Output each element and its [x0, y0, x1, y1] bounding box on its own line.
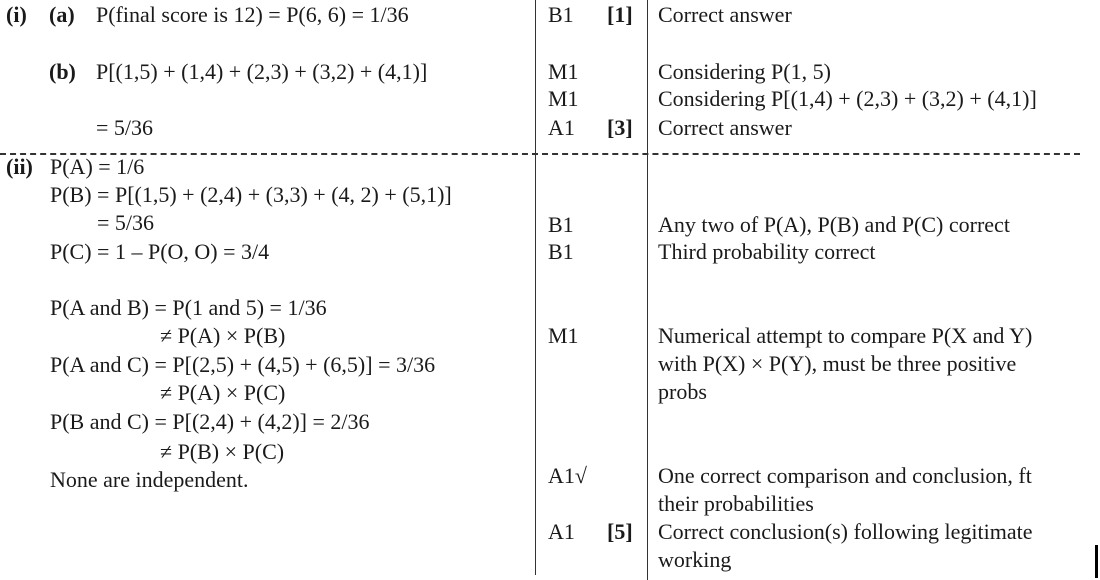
column-divider-marks — [535, 0, 536, 575]
comment: probs — [658, 379, 707, 404]
answer-line: P(A and C) = P[(2,5) + (4,5) + (6,5)] = 3/36 — [50, 352, 436, 377]
section-divider — [0, 153, 1080, 155]
comment: Considering P(1, 5) — [658, 59, 831, 84]
answer-line: ≠ P(A) × P(B) — [160, 323, 286, 348]
answer-line: P(final score is 12) = P(6, 6) = 1/36 — [96, 2, 409, 27]
comment: Correct conclusion(s) following legitimate — [658, 519, 1033, 544]
mark: B1 — [548, 2, 574, 27]
part-ii-label: (ii) — [6, 154, 33, 179]
mark: A1√ — [548, 463, 587, 488]
mark-total: [1] — [607, 2, 633, 27]
mark: A1 — [548, 519, 575, 544]
answer-line: P(B and C) = P[(2,4) + (4,2)] = 2/36 — [50, 409, 370, 434]
answer-line: ≠ P(A) × P(C) — [160, 380, 286, 405]
mark-total: [3] — [607, 115, 633, 140]
mark: M1 — [548, 323, 579, 348]
comment: One correct comparison and conclusion, ft — [658, 463, 1032, 488]
answer-line: P(A) = 1/6 — [50, 154, 145, 179]
mark: B1 — [548, 239, 574, 264]
comment: with P(X) × P(Y), must be three positive — [658, 351, 1017, 376]
answer-line: = 5/36 — [97, 210, 155, 235]
answer-line: None are independent. — [50, 467, 249, 492]
part-b-label: (b) — [49, 59, 76, 84]
answer-line: P(B) = P[(1,5) + (2,4) + (3,3) + (4, 2) + (5,1)] — [50, 182, 452, 207]
comment: Third probability correct — [658, 239, 876, 264]
part-a-label: (a) — [49, 2, 75, 27]
column-divider-comments — [647, 0, 648, 580]
comment: Numerical attempt to compare P(X and Y) — [658, 323, 1033, 348]
comment: their probabilities — [658, 491, 814, 516]
comment: working — [658, 547, 732, 572]
part-i-label: (i) — [6, 2, 27, 27]
answer-line: = 5/36 — [96, 115, 154, 140]
comment: Correct answer — [658, 2, 792, 27]
answer-line: P[(1,5) + (1,4) + (2,3) + (3,2) + (4,1)] — [96, 59, 428, 84]
comment: Correct answer — [658, 115, 792, 140]
comment: Any two of P(A), P(B) and P(C) correct — [658, 212, 1010, 237]
mark: M1 — [548, 86, 579, 111]
text-cursor — [1095, 545, 1098, 578]
answer-line: ≠ P(B) × P(C) — [160, 439, 285, 464]
answer-line: P(A and B) = P(1 and 5) = 1/36 — [50, 295, 327, 320]
mark-total: [5] — [607, 519, 633, 544]
mark: B1 — [548, 212, 574, 237]
answer-line: P(C) = 1 – P(O, O) = 3/4 — [50, 239, 270, 264]
mark: M1 — [548, 59, 579, 84]
mark: A1 — [548, 115, 575, 140]
comment: Considering P[(1,4) + (2,3) + (3,2) + (4,1)] — [658, 86, 1037, 111]
